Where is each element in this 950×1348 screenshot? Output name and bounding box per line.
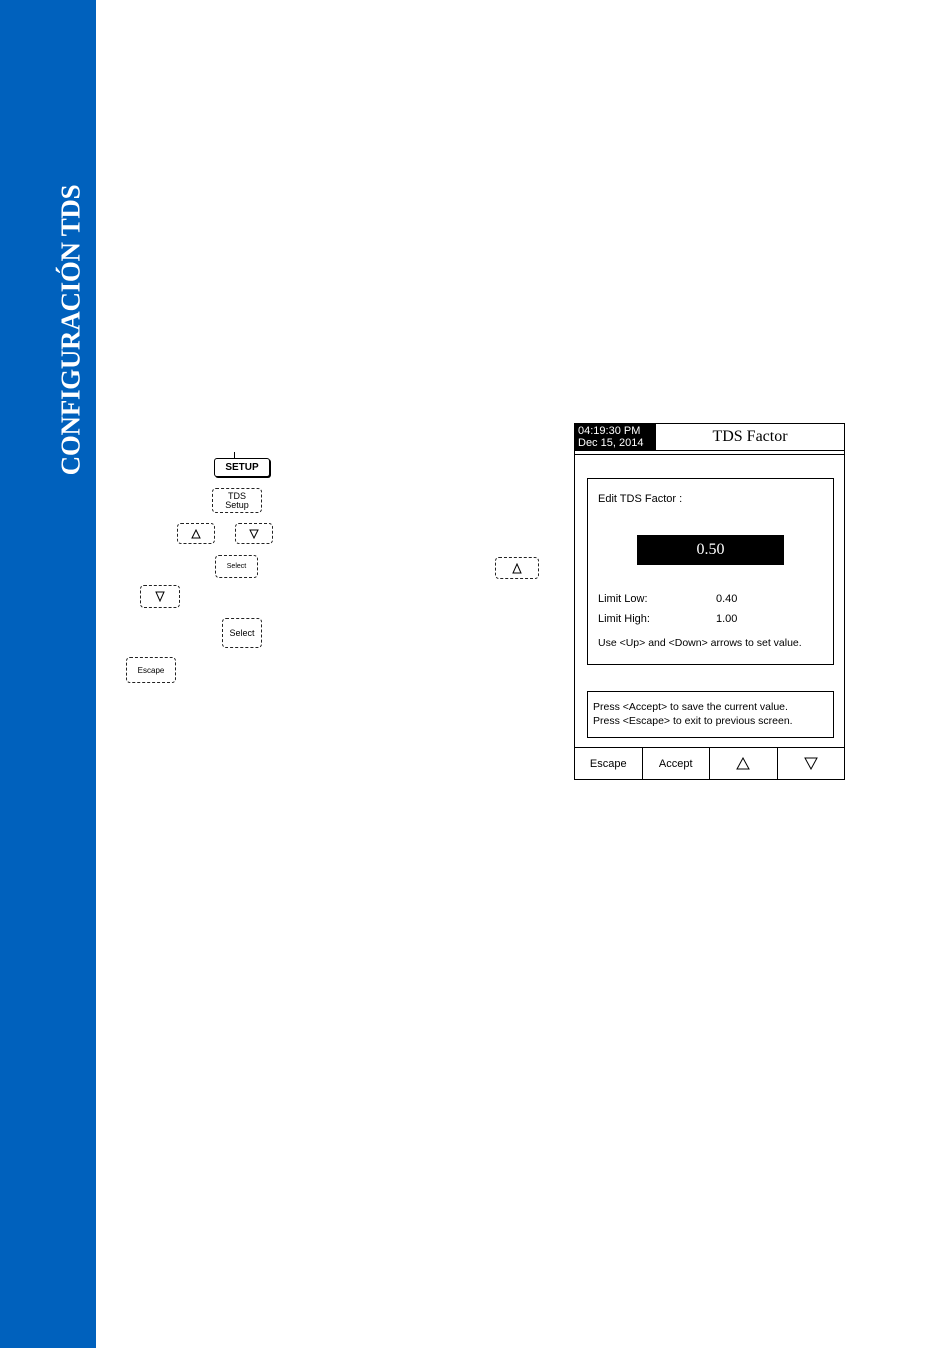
up-arrow-key-right[interactable] — [495, 557, 539, 579]
message-line-1: Press <Accept> to save the current value. — [593, 701, 788, 713]
sidebar-band — [0, 0, 96, 1348]
softkey-down[interactable] — [778, 748, 845, 779]
up-arrow-key[interactable] — [177, 523, 215, 544]
softkey-escape[interactable] — [575, 748, 643, 779]
sidebar-title: CONFIGURACIÓN TDS — [55, 184, 86, 476]
limit-high-value: 1.00 — [716, 613, 738, 625]
up-triangle-icon — [512, 563, 522, 574]
edit-label: Edit TDS Factor : — [598, 493, 683, 505]
escape-key[interactable] — [126, 657, 176, 683]
softkey-up[interactable] — [710, 748, 778, 779]
limit-high-label: Limit High: — [598, 613, 650, 625]
up-triangle-icon — [191, 529, 201, 539]
softkey-accept[interactable] — [643, 748, 711, 779]
down-arrow-key[interactable] — [235, 523, 273, 544]
tds-setup-key-line1: TDS — [228, 490, 246, 501]
lcd-clock-time: 04:19:30 PM — [578, 425, 641, 437]
message-line-2: Press <Escape> to exit to previous screen. — [593, 715, 793, 727]
select-key-small-label: Select — [226, 563, 247, 570]
lcd-title-divider-2 — [575, 454, 844, 455]
edit-panel — [587, 478, 834, 665]
down-arrow-key-left[interactable] — [140, 585, 180, 608]
down-triangle-icon — [249, 529, 259, 539]
escape-key-label: Escape — [137, 665, 165, 675]
limit-low-value: 0.40 — [716, 593, 738, 605]
up-triangle-icon — [736, 757, 750, 770]
down-triangle-icon — [804, 757, 818, 770]
lcd-clock-date: Dec 15, 2014 — [578, 436, 644, 449]
setup-key-tick — [234, 452, 235, 458]
hint-text: Use <Up> and <Down> arrows to set value. — [598, 637, 802, 649]
value-display[interactable]: 0.50 — [637, 535, 784, 565]
down-triangle-icon — [155, 591, 165, 602]
setup-key[interactable] — [214, 458, 270, 477]
tds-setup-key-line2: Setup — [225, 499, 249, 510]
lcd-title: TDS Factor — [712, 428, 788, 445]
softkey-bar — [575, 747, 844, 779]
message-panel — [587, 691, 834, 738]
limit-low-label: Limit Low: — [598, 593, 648, 605]
lcd-clock — [575, 424, 656, 450]
softkey-accept-label: Accept — [658, 757, 693, 770]
lcd-screen — [574, 423, 845, 780]
lcd-title-divider — [575, 450, 844, 451]
softkey-escape-label: Escape — [589, 757, 627, 770]
select-key-label: Select — [229, 628, 255, 638]
select-key[interactable] — [222, 618, 262, 648]
tds-setup-key[interactable] — [212, 488, 262, 513]
setup-key-label: SETUP — [225, 462, 259, 473]
select-key-small[interactable] — [215, 555, 258, 578]
